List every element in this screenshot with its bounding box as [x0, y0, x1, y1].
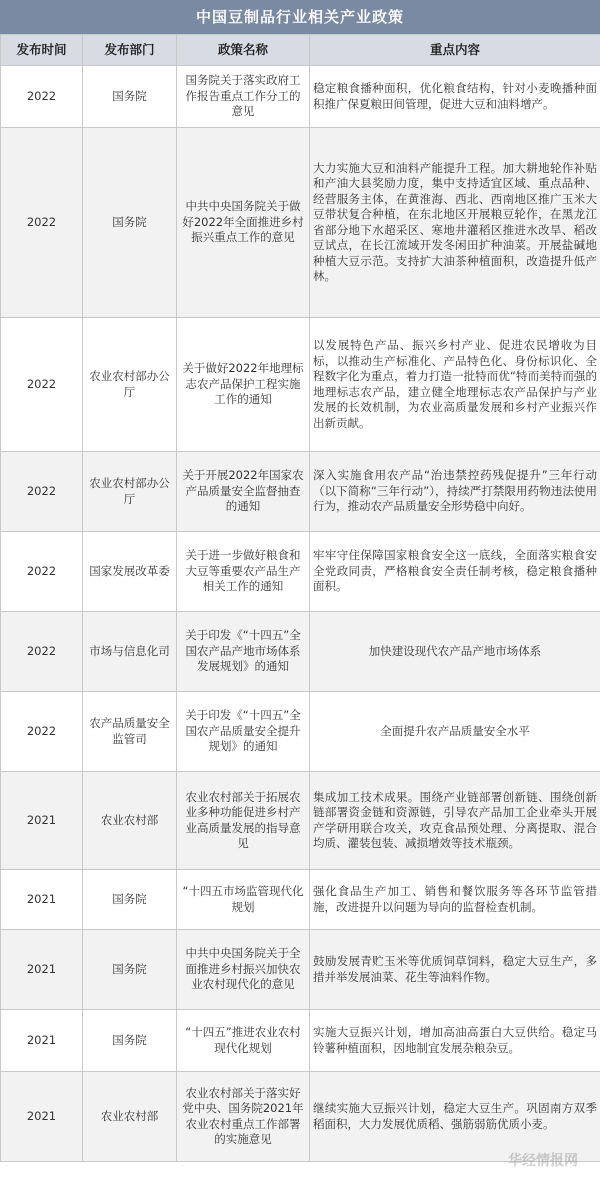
- cell-content: 全面提升农产品质量安全水平: [310, 692, 600, 772]
- cell-year: 2022: [1, 318, 83, 452]
- header-content: 重点内容: [310, 35, 600, 66]
- table-row: [1, 318, 600, 452]
- cell-dept: 国务院: [83, 870, 177, 930]
- cell-year: 2021: [1, 870, 83, 930]
- header-dept: 发布部门: [83, 35, 177, 66]
- cell-name: 关于印发《“十四五”全国农产品质量安全提升规划》的通知: [177, 692, 310, 772]
- cell-name: “十四五市场监管现代化规划: [177, 870, 310, 930]
- cell-year: 2022: [1, 452, 83, 532]
- cell-year: 2021: [1, 772, 83, 870]
- cell-dept: 国务院: [83, 1010, 177, 1072]
- cell-year: 2021: [1, 1072, 83, 1162]
- cell-name: 关于开展2022年国家农产品质量安全监督抽查的通知: [177, 452, 310, 532]
- page-title: 中国豆制品行业相关产业政策: [0, 0, 600, 34]
- cell-dept: 国家发展改革委: [83, 532, 177, 612]
- header-year: 发布时间: [1, 35, 83, 66]
- cell-content: 大力实施大豆和油料产能提升工程。加大耕地轮作补贴和产油大县奖励力度，集中支持适宜区域、重点品种、经营服务主体，在黄淮海、西北、西南地区推广玉米大豆带状复合种植，在东北地区开展粮豆轮作，在黑龙江省部分地下水超采区、寒地井灌稻区推进水改旱、稻改豆试点，在长江流域开发冬闲田扩种油菜。开展盐碱地种植大豆示范。支持扩大油茶种植面积，改造提升低产林。: [310, 128, 600, 318]
- cell-year: 2022: [1, 532, 83, 612]
- cell-year: 2022: [1, 128, 83, 318]
- cell-name: 关于进一步做好粮食和大豆等重要农产品生产相关工作的通知: [177, 532, 310, 612]
- cell-year: 2021: [1, 1010, 83, 1072]
- cell-year: 2021: [1, 930, 83, 1010]
- cell-name: 关于印发《“十四五”全国农产品产地市场体系发展规划》的通知: [177, 612, 310, 692]
- cell-content: 集成加工技术成果。围绕产业链部署创新链、围绕创新链部署资金链和资源链，引导农产品加工企业牵头开展产学研用联合攻关，攻克食品预处理、分离提取、混合均质、灌装包装、减损增效等技术瓶颈。: [310, 772, 600, 870]
- cell-name: “十四五”推进农业农村现代化规划: [177, 1010, 310, 1072]
- cell-dept: 农业农村部办公厅: [83, 318, 177, 452]
- cell-dept: 国务院: [83, 66, 177, 128]
- table-row: [1, 692, 600, 772]
- table-row: [1, 1010, 600, 1072]
- cell-year: 2022: [1, 692, 83, 772]
- table-row: [1, 870, 600, 930]
- cell-name: 中共中央国务院关于做好2022年全面推进乡村振兴重点工作的意见: [177, 128, 310, 318]
- cell-content: 强化食品生产加工、销售和餐饮服务等各环节监管措施，改进提升以问题为导向的监督检查机制。: [310, 870, 600, 930]
- cell-name: 中共中央国务院关于全面推进乡村振兴加快农业农村现代化的意见: [177, 930, 310, 1010]
- cell-dept: 农产品质量安全监管司: [83, 692, 177, 772]
- table-row: [1, 612, 600, 692]
- cell-year: 2022: [1, 612, 83, 692]
- table-row: [1, 452, 600, 532]
- cell-dept: 农业农村部办公厅: [83, 452, 177, 532]
- cell-dept: 市场与信息化司: [83, 612, 177, 692]
- cell-name: 关于做好2022年地理标志农产品保护工程实施工作的通知: [177, 318, 310, 452]
- table-row: [1, 532, 600, 612]
- table-row: [1, 772, 600, 870]
- cell-dept: 农业农村部: [83, 1072, 177, 1162]
- table-row: [1, 1072, 600, 1162]
- table-row: [1, 66, 600, 128]
- policy-table: [0, 34, 600, 1162]
- cell-name: 农业农村部关于拓展农业多种功能促进乡村产业高质量发展的指导意见: [177, 772, 310, 870]
- cell-name: 国务院关于落实政府工作报告重点工作分工的意见: [177, 66, 310, 128]
- cell-content: 牢牢守住保障国家粮食安全这一底线，全面落实粮食安全党政同责，严格粮食安全责任制考核，稳定粮食播种面积。: [310, 532, 600, 612]
- cell-content: 深入实施食用农产品“治违禁控药残促提升”三年行动（以下简称“三年行动”），持续严打禁限用药物违法使用行为，推动农产品质量安全形势稳中向好。: [310, 452, 600, 532]
- cell-content: 实施大豆振兴计划，增加高油高蛋白大豆供给。稳定马铃薯种植面积，因地制宜发展杂粮杂豆。: [310, 1010, 600, 1072]
- cell-dept: 国务院: [83, 930, 177, 1010]
- cell-content: 鼓励发展青贮玉米等优质饲草饲料，稳定大豆生产，多措并举发展油菜、花生等油料作物。: [310, 930, 600, 1010]
- cell-content: 以发展特色产品、振兴乡村产业、促进农民增收为目标，以推动生产标准化、产品特色化、身份标识化、全程数字化为重点，着力打造一批特而优“特而美特而强的地理标志农产品，建立健全地理标志农产品保护与产业发展的长效机制，为农业高质量发展和乡村产业振兴作出新贡献。: [310, 318, 600, 452]
- cell-content: 继续实施大豆振兴计划，稳定大豆生产。巩固南方双季稻面积，大力发展优质稻、强筋弱筋优质小麦。: [310, 1072, 600, 1162]
- cell-content: 加快建设现代农产品产地市场体系: [310, 612, 600, 692]
- cell-content: 稳定粮食播种面积，优化粮食结构，针对小麦晚播种面积推广保夏粮田间管理，促进大豆和油料增产。: [310, 66, 600, 128]
- header-name: 政策名称: [177, 35, 310, 66]
- cell-name: 农业农村部关于落实好党中央、国务院2021年农业农村重点工作部署的实施意见: [177, 1072, 310, 1162]
- table-row: [1, 930, 600, 1010]
- cell-dept: 农业农村部: [83, 772, 177, 870]
- watermark: 华经情报网: [508, 1153, 578, 1169]
- cell-dept: 国务院: [83, 128, 177, 318]
- cell-year: 2022: [1, 66, 83, 128]
- header-row: [1, 35, 600, 66]
- table-row: [1, 128, 600, 318]
